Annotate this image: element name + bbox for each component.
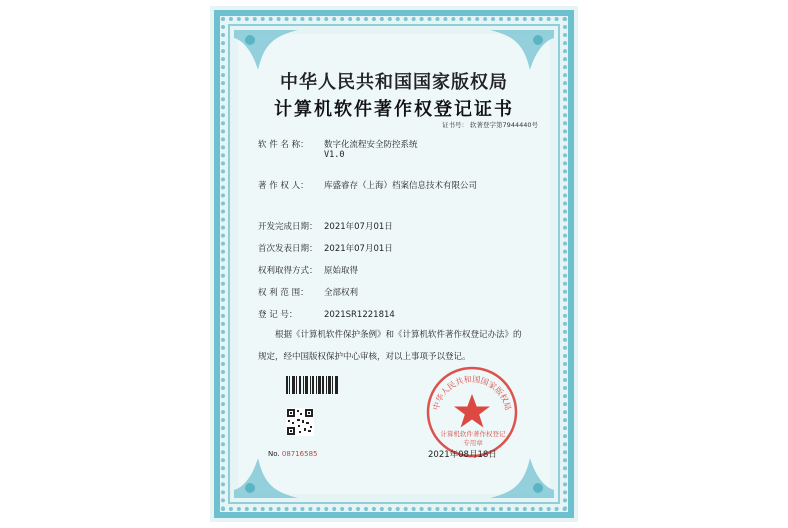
scope-row bbox=[258, 286, 358, 298]
serial-value: 08716585 bbox=[281, 450, 318, 458]
barcode-image bbox=[286, 376, 338, 394]
certificate-number-label: 证书号： bbox=[441, 121, 468, 129]
software-name-row bbox=[258, 138, 418, 150]
seal-top-text: 中华人民共和国国家版权局 bbox=[431, 374, 513, 412]
certificate-number-value: 软著登字第7944440号 bbox=[470, 121, 538, 129]
software-name-label: 软 件 名 称： bbox=[258, 140, 309, 150]
scope-label: 权 利 范 围： bbox=[258, 288, 309, 298]
certificate-title: 计算机软件著作权登记证书 bbox=[274, 99, 514, 120]
software-name-value: 数字化流程安全防控系统 bbox=[324, 140, 418, 150]
acquire-value: 原始取得 bbox=[324, 266, 359, 276]
dev-date-label: 开发完成日期： bbox=[258, 222, 318, 232]
serial-number bbox=[268, 450, 318, 458]
statement-line-2: 规定，经中国版权保护中心审核，对以上事项予以登记。 bbox=[258, 352, 471, 362]
pub-date-label: 首次发表日期： bbox=[258, 244, 318, 254]
owner-row bbox=[258, 179, 477, 191]
reg-no-row bbox=[258, 308, 395, 320]
serial-label: No. bbox=[268, 450, 280, 458]
certificate bbox=[210, 6, 578, 522]
owner-label: 著 作 权 人： bbox=[258, 181, 309, 191]
statement-line-1: 根据《计算机软件保护条例》和《计算机软件著作权登记办法》的 bbox=[275, 330, 522, 340]
pub-date-row bbox=[258, 242, 393, 254]
issuing-authority: 中华人民共和国国家版权局 bbox=[280, 72, 508, 93]
corner-ornament-bottom-left bbox=[234, 458, 298, 498]
corner-ornament-top-right bbox=[490, 30, 554, 70]
seal-bottom-text: 计算机软件著作权登记专用章 bbox=[440, 430, 506, 447]
dev-date-row bbox=[258, 220, 393, 232]
corner-ornament-bottom-right bbox=[490, 458, 554, 498]
issue-date: 2021年08月18日 bbox=[428, 450, 497, 460]
reg-no-value: 2021SR1221814 bbox=[324, 310, 395, 320]
corner-ornament-top-left bbox=[234, 30, 298, 70]
scope-value: 全部权利 bbox=[324, 288, 359, 298]
dev-date-value: 2021年07月01日 bbox=[324, 222, 393, 232]
qr-code-image bbox=[286, 408, 314, 436]
acquire-row bbox=[258, 264, 358, 276]
seal-star-icon bbox=[454, 394, 490, 428]
owner-value: 库盛睿存（上海）档案信息技术有限公司 bbox=[324, 181, 478, 191]
software-version: V1.0 bbox=[324, 150, 345, 160]
pub-date-value: 2021年07月01日 bbox=[324, 244, 393, 254]
reg-no-label: 登 记 号： bbox=[258, 310, 298, 320]
acquire-label: 权利取得方式： bbox=[258, 266, 318, 276]
certificate-number bbox=[442, 120, 538, 129]
